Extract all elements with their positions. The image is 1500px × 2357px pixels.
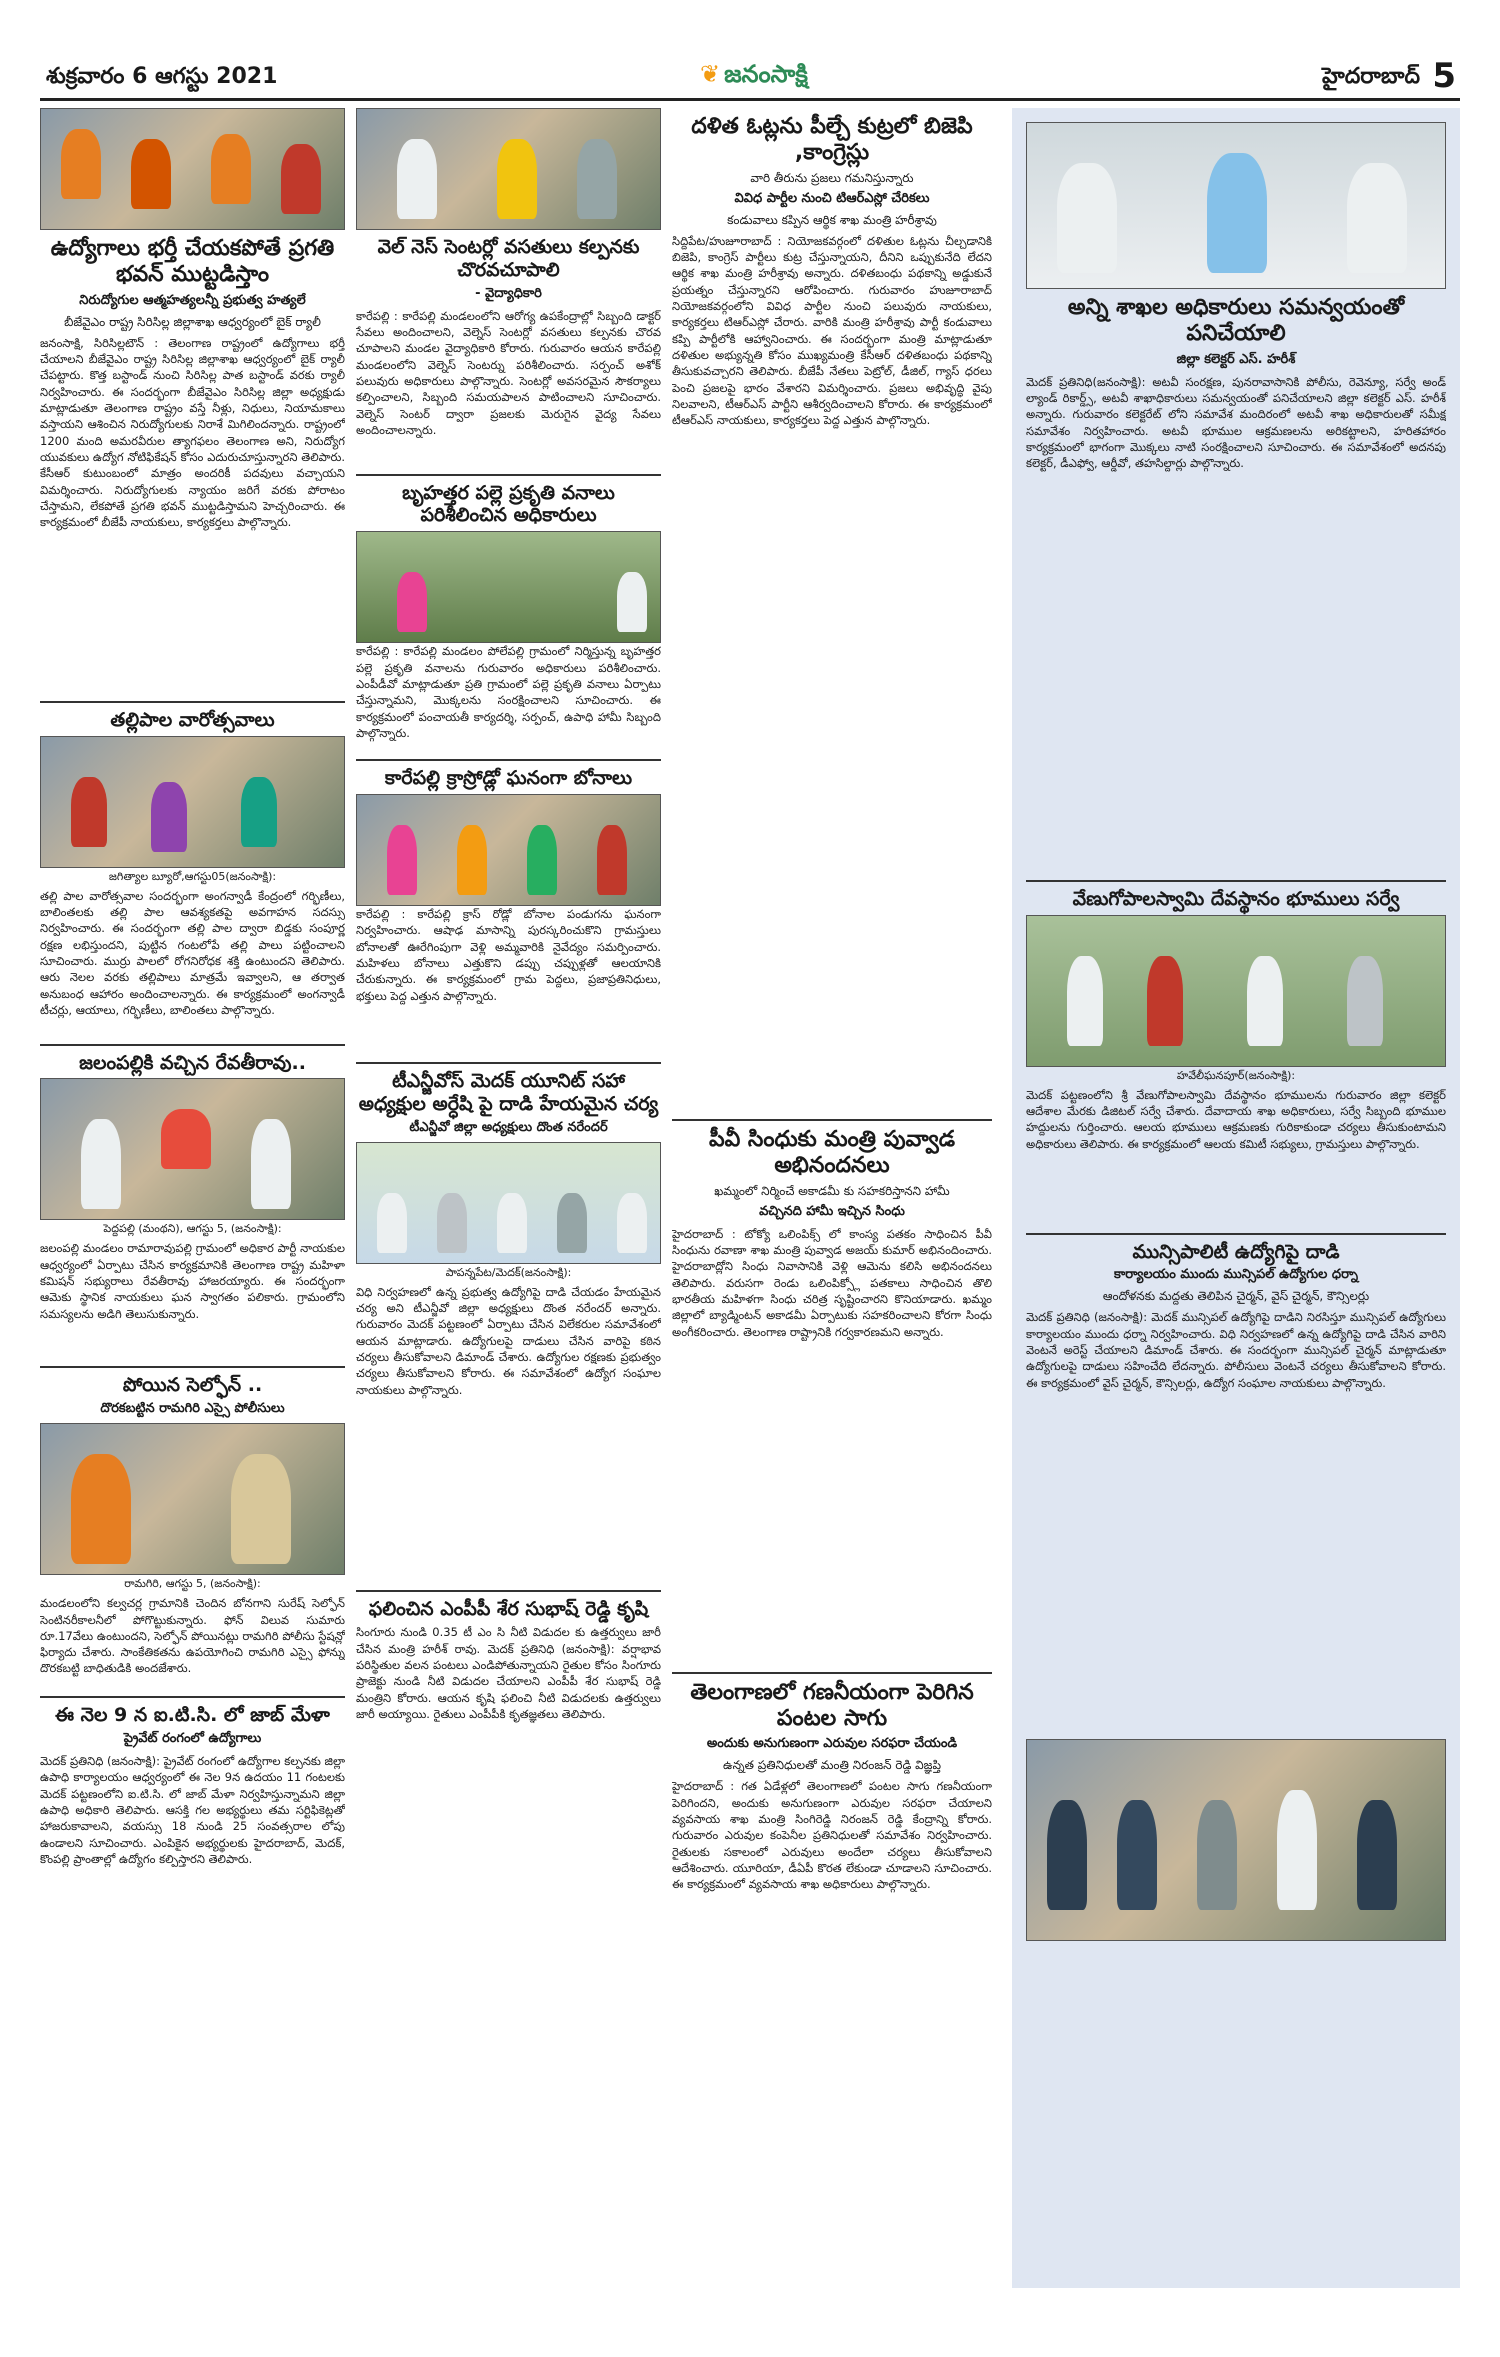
article-headline: ఉద్యోగాలు భర్తీ చేయకపోతే ప్రగతి భవన్ ముట్టడిస్తాం: [50, 236, 335, 288]
masthead-logo: [700, 60, 808, 94]
page-header: [40, 58, 1460, 101]
article-headline: దళిత ఓట్లను పీల్చే కుట్రలో బిజెపి ,కాంగ్రెస్లు: [691, 114, 973, 166]
article-headline: ఈ నెల 9 న ఐ.టి.సి. లో జాబ్ మేళా: [55, 1704, 330, 1727]
article-body: మెదక్ ప్రతినిధి (జనంసాక్షి): ప్రైవేట్ రంగంలో ఉద్యోగాల కల్పనకు జిల్లా ఉపాధి కార్యాలయం ఆధ్వర్యంలో ఈ నెల 9న ఉదయం 11 గంటలకు మెదక్ పట్టణంలోని ఐ.టి.సి. లో జాబ్ మేళా నిర్వహిస్తున్నామని జిల్లా ఉపాధి అధికారి తెలిపారు. ఆసక్తి గల అభ్యర్థులు తమ సర్టిఫికెట్లతో హాజరుకావాలని, వయస్సు 18 నుండి 25 సంవత్సరాల లోపు ఉండాలని సూచించారు. ఎంపికైన అభ్యర్థులకు హైదరాబాద్, మెదక్, కొంపల్లి ప్రాంతాల్లో ఉద్యోగం కల్పిస్తారని తెలిపారు.: [40, 1753, 345, 1866]
article-body: కారేపల్లి : కారేపల్లి మండలంలోని ఆరోగ్య ఉపకేంద్రాల్లో సిబ్బంది డాక్టర్ సేవలు అందించాలని, వెల్నెస్ సెంటర్లో వసతులు కల్పనకు చొరవ చూపాలని మండల వైద్యాధికారి కోరారు. గురువారం ఆయన కారేపల్లి మండలంలోని వెల్నెస్ సెంటర్ను పరిశీలించారు. సర్పంచ్ అశోక్ పలువురు అధికారులు పాల్గొన్నారు. సెంటర్లో అవసరమైన సౌకర్యాలు కల్పించాలని, సిబ్బంది సమయపాలన పాటించాలని సూచించారు. వెల్నెస్ సెంటర్ ద్వారా ప్రజలకు మెరుగైన వైద్య సేవలు అందించాలన్నారు.: [356, 308, 661, 437]
article-subheadline: ప్రైవేట్ రంగంలో ఉద్యోగాలు: [123, 1730, 262, 1746]
article-body: హైదరాబాద్ : గత ఏడేళ్లలో తెలంగాణలో పంటల సాగు గణనీయంగా పెరిగిందని, అందుకు అనుగుణంగా ఎరువుల సరఫరా చేయాలని వ్యవసాయ శాఖ మంత్రి సింగిరెడ్డి నిరంజన్ రెడ్డి కేంద్రాన్ని కోరారు. గురువారం ఎరువుల కంపెనీల ప్రతినిధులతో సమావేశం నిర్వహించారు. రైతులకు సకాలంలో ఎరువులు అందేలా చర్యలు తీసుకోవాలని ఆదేశించారు. యూరియా, డీఏపీ కొరత లేకుండా చూడాలని సూచించారు. ఈ కార్యక్రమంలో వ్యవసాయ శాఖ అధికారులు పాల్గొన్నారు.: [672, 1779, 992, 1892]
page-number: 5: [1432, 56, 1456, 96]
event-photo: [40, 736, 345, 868]
article-headline: ఫలించిన ఎంపీపీ శేర సుభాష్ రెడ్డి కృషి: [368, 1597, 649, 1620]
nature-park-photo: [356, 531, 661, 643]
divider: [356, 1590, 661, 1592]
meeting-photo: [1026, 122, 1446, 289]
article-headline: వెల్ నెస్ సెంటర్లో వసతులు కల్పనకు చొరవచూపాలి: [377, 236, 640, 281]
article-subheadline: నిరుద్యోగుల ఆత్మహత్యలన్నీ ప్రభుత్వ హత్యలే: [79, 292, 306, 308]
leaf-icon: ❦: [700, 60, 721, 88]
press-meet-photo: [356, 1142, 661, 1264]
article-headline: పీవీ సింధుకు మంత్రి పువ్వాడ అభినందనలు: [708, 1126, 956, 1179]
article-body: విధి నిర్వహణలో ఉన్న ప్రభుత్వ ఉద్యోగిపై దాడి చేయడం హేయమైన చర్య అని టీఎన్జీవో జిల్లా అధ్యక్షులు దొంత నరేందర్ అన్నారు. గురువారం మెదక్ పట్టణంలో ఏర్పాటు చేసిన విలేకరుల సమావేశంలో ఆయన మాట్లాడారు. ఉద్యోగులపై దాడులు చేసిన వారిపై కఠిన చర్యలు తీసుకోవాలని డిమాండ్ చేశారు. ఉద్యోగుల రక్షణకు ప్రభుత్వం చర్యలు తీసుకోవాలని కోరారు. ఈ సమావేశంలో ఉద్యోగ సంఘాల నాయకులు పాల్గొన్నారు.: [356, 1284, 661, 1397]
article-subheadline: జిల్లా కలెక్టర్ ఎస్. హరీశ్: [1176, 351, 1296, 367]
article-body: సిద్దిపేట/హుజూరాబాద్ : నియోజకవర్గంలో దళితుల ఓట్లను చీల్చడానికి బిజెపి, కాంగ్రెస్ పార్టీలు కుట్ర చేస్తున్నాయని, దీనిని ఒప్పుకునేది లేదని ఆర్థిక శాఖ మంత్రి హరీశ్రావు అన్నారు. దళితబంధు పథకాన్ని అడ్డుకునే ప్రయత్నం చేస్తున్నారని ఆరోపించారు. గురువారం హుజూరాబాద్ నియోజకవర్గంలోని వివిధ పార్టీల నుంచి పలువురు నాయకులు, కార్యకర్తలు టిఆర్ఎస్లో చేరారు. వారికి మంత్రి హరీశ్రావు పార్టీ కండువాలు కప్పి పార్టీలోకి ఆహ్వానించారు. ఈ సందర్భంగా మంత్రి మాట్లాడుతూ దళితుల అభ్యున్నతి కోసం ముఖ్యమంత్రి కేసీఆర్ దళితబంధు పథకాన్ని తీసుకువచ్చారని తెలిపారు. బీజేపీ నేతలు పెట్రోల్, డీజిల్, గ్యాస్ ధరలు పెంచి ప్రజలపై భారం వేశారని విమర్శించారు. ప్రజలు అభివృద్ధి వైపు నిలవాలని, టీఆర్ఎస్ పార్టీని ఆశీర్వదించాలని కోరారు. ఈ కార్యక్రమంలో టీఆర్ఎస్ నాయకులు, కార్యకర్తలు పెద్ద ఎత్తున పాల్గొన్నారు.: [672, 233, 992, 428]
divider: [356, 1062, 661, 1064]
protest-photo: [1026, 1739, 1446, 1941]
article-body: మండలంలోని కల్వచర్ల గ్రామానికి చెందిన బోనగాని సురేష్ సెల్ఫోన్ సెంటినరీకాలనీలో పోగొట్టుకున్నారు. ఫోన్ విలువ సుమారు రూ.17వేలు ఉంటుందని, సెల్ఫోన్ పోయినట్లు రామగిరి పోలీసు స్టేషన్లో ఫిర్యాదు చేశారు. సాంకేతికతను ఉపయోగించి రామగిరి ఎస్సై ఫోన్ను దొరకబట్టి బాధితుడికి అందజేశారు.: [40, 1596, 345, 1676]
article-headline: తల్లిపాల వారోత్సవాలు: [110, 708, 275, 731]
divider: [1026, 1233, 1446, 1235]
divider: [40, 1044, 345, 1046]
column-3: [672, 108, 992, 2098]
article-kicker: బీజేవైఎం రాష్ట్ర సిరిసిల్ల జిల్లాశాఖ ఆధ్వర్యంలో బైక్ ర్యాలీ: [64, 314, 321, 329]
divider: [672, 1119, 992, 1121]
article-subheadline: కార్యాలయం ముందు మున్సిపల్ ఉద్యోగుల ధర్నా: [1113, 1267, 1359, 1283]
article-subheadline: టీఎన్జీవో జిల్లా అధ్యక్షులు దొంత నరేందర్: [409, 1119, 608, 1135]
photo-caption: పెద్దపల్లి (మంథని), ఆగస్టు 5, (జనంసాక్షి):: [103, 1222, 282, 1236]
article-body: మెదక్ పట్టణంలోని శ్రీ వేణుగోపాలస్వామి దేవస్థానం భూములను గురువారం జిల్లా కలెక్టర్ ఆదేశాల మేరకు డిజిటల్ సర్వే చేశారు. దేవాదాయ శాఖ అధికారులు, సర్వే సిబ్బంది భూముల హద్దులను గుర్తించారు. ఆలయ భూములు ఆక్రమణకు గురికాకుండా చర్యలు తీసుకుంటామని అధికారులు తెలిపారు. ఈ కార్యక్రమంలో ఆలయ కమిటీ సభ్యులు, గ్రామస్తులు పాల్గొన్నారు.: [1026, 1087, 1446, 1151]
article-body: కారేపల్లి : కారేపల్లి క్రాస్ రోడ్లో బోనాల పండుగను ఘనంగా నిర్వహించారు. ఆషాఢ మాసాన్ని పురస్కరించుకొని గ్రామస్తులు బోనాలతో ఊరేగింపుగా వెళ్లి అమ్మవారికి నైవేద్యం సమర్పించారు. మహిళలు బోనాలు ఎత్తుకొని డప్పు చప్పుళ్లతో ఆలయానికి చేరుకున్నారు. ఈ కార్యక్రమంలో గ్రామ పెద్దలు, ప్రజాప్రతినిధులు, భక్తులు పెద్ద ఎత్తున పాల్గొన్నారు.: [356, 906, 661, 1003]
article-headline: బృహత్తర పల్లె ప్రకృతి వనాలు పరిశీలించిన అధికారులు: [402, 481, 615, 527]
divider: [40, 701, 345, 703]
article-headline: జలంపల్లికి వచ్చిన రేవతీరావు..: [79, 1051, 306, 1074]
article-body: మెదక్ ప్రతినిధి (జనంసాక్షి): మెదక్ మున్సిపల్ ఉద్యోగిపై దాడిని నిరసిస్తూ మున్సిపల్ ఉద్యోగులు కార్యాలయం ముందు ధర్నా నిర్వహించారు. విధి నిర్వహణలో ఉన్న ఉద్యోగిపై దాడి చేసిన వారిని వెంటనే అరెస్ట్ చేయాలని డిమాండ్ చేశారు. ఈ సందర్భంగా మున్సిపల్ చైర్మన్ మాట్లాడుతూ ఉద్యోగులపై దాడులు సహించేది లేదన్నారు. పోలీసులు వెంటనే చర్యలు తీసుకోవాలని కోరారు. ఈ కార్యక్రమంలో వైస్ చైర్మన్, కౌన్సిలర్లు, ఉద్యోగ సంఘాల నాయకులు పాల్గొన్నారు.: [1026, 1310, 1446, 1390]
article-subheadline: వివిధ పార్టీల నుంచి టిఆర్ఎస్లో చేరికలు: [734, 190, 930, 206]
article-kicker: వారి తీరును ప్రజలు గమనిస్తున్నారు: [750, 170, 914, 185]
article-headline: పోయిన సెల్ఫోన్ ..: [122, 1374, 263, 1397]
divider: [356, 474, 661, 476]
column-2: [356, 108, 661, 1884]
article-subheadline: అందుకు అనుగుణంగా ఎరువుల సరఫరా చేయండి: [706, 1736, 958, 1752]
photo-caption: పాపన్నపేట/మెదక్(జనంసాక్షి):: [445, 1265, 572, 1279]
column-4-panel: [1012, 108, 1460, 2288]
photo-caption: హవేలీఘనపూర్(జనంసాక్షి):: [1176, 1068, 1296, 1082]
article-headline: అన్ని శాఖల అధికారులు సమన్వయంతో పనిచేయాలి: [1067, 295, 1405, 347]
article-kicker: కండువాలు కప్పిన ఆర్థిక శాఖ మంత్రి హరీశ్రావు: [727, 212, 937, 227]
article-subheadline: దొరకబట్టిన రామగిరి ఎస్సై పోలీసులు: [100, 1401, 285, 1417]
article-body: సింగూరు నుండి 0.35 టీ ఎం సి నీటి విడుదల కు ఉత్తర్వులు జారీ చేసిన మంత్రి హరీశ్ రావు. మెదక్ ప్రతినిధి (జనంసాక్షి): వర్షాభావ పరిస్థితుల వలన పంటలు ఎండిపోతున్నాయని రైతుల కోసం సింగూరు ప్రాజెక్టు నుండి నీటి విడుదల చేయాలని ఎంపీపీ శేర సుభాష్ రెడ్డి మంత్రిని కోరారు. ఆయన కృషి ఫలించి నీటి విడుదలకు ఉత్తర్వులు జారీ అయ్యాయి. రైతులు ఎంపీపీకి కృతజ్ఞతలు తెలిపారు.: [356, 1625, 661, 1722]
bonalu-photo: [356, 794, 661, 906]
event-photo: [40, 1078, 345, 1220]
article-headline: కారేపల్లి క్రాస్రోడ్లో ఘనంగా బోనాలు: [384, 767, 633, 790]
rally-photo: [40, 108, 345, 230]
divider: [40, 1696, 345, 1698]
article-body: హైదరాబాద్ : టోక్యో ఒలింపిక్స్ లో కాంస్య పతకం సాధించిన పీవీ సింధును రవాణా శాఖ మంత్రి పువ్వాడ అజయ్ కుమార్ అభినందించారు. హైదరాబాద్లోని సింధు నివాసానికి వెళ్లి ఆమెను కలిసి అభినందనలు తెలిపారు. వరుసగా రెండు ఒలింపిక్స్లో పతకాలు సాధించిన తొలి భారతీయ మహిళగా సింధు చరిత్ర సృష్టించారని కొనియాడారు. ఖమ్మం జిల్లాలో బ్యాడ్మింటన్ అకాడమీ ఏర్పాటుకు సహకరించాలని కోరగా సింధు అంగీకరించారు. తెలంగాణ రాష్ట్రానికి గర్వకారణమని అన్నారు.: [672, 1226, 992, 1339]
column-1: [40, 108, 345, 1928]
article-headline: వేణుగోపాలస్వామి దేవస్థానం భూములు సర్వే: [1072, 887, 1400, 910]
article-kicker: ఖమ్మంలో నిర్మించే అకాడమీ కు సహకరిస్తానని హామీ: [714, 1183, 950, 1198]
issue-date: శుక్రవారం 6 ఆగస్టు 2021: [46, 64, 278, 89]
article-body: జనంసాక్షి, సిరిసిల్లటౌన్ : తెలంగాణ రాష్ట్రంలో ఉద్యోగాలు భర్తీ చేయాలని బీజేవైఎం రాష్ట్ర సిరిసిల్ల జిల్లాశాఖ ఆధ్వర్యంలో బైక్ ర్యాలీ చేపట్టారు. కొత్త బస్టాండ్ నుంచి సిరిసిల్ల పాత బస్టాండ్ వరకు ర్యాలీ నిర్వహించారు. ఈ సందర్భంగా బీజేవైఎం సిరిసిల్ల జిల్లా అధ్యక్షుడు మాట్లాడుతూ తెలంగాణ రాష్ట్రం వస్తే నీళ్లు, నిధులు, నియామకాలు వస్తాయని ఆశించిన నిరుద్యోగులకు నిరాశే మిగిలిందన్నారు. రాష్ట్రంలో 1200 మంది అమరవీరుల త్యాగఫలం తెలంగాణ అని, నిరుద్యోగ యువకులు ఉద్యోగ నోటిఫికేషన్ కోసం ఎదురుచూస్తున్నారని తెలిపారు. కేసీఆర్ కుటుంబంలో మాత్రం అందరికీ పదవులు వచ్చాయని విమర్శించారు. నిరుద్యోగులకు న్యాయం జరిగే వరకు పోరాటం చేస్తామని, లేకపోతే ప్రగతి భవన్ ముట్టడిస్తామని హెచ్చరించారు. ఈ కార్యక్రమంలో బీజేపీ నాయకులు, కార్యకర్తలు పాల్గొన్నారు.: [40, 335, 345, 530]
article-body: మెదక్ ప్రతినిధి(జనంసాక్షి): అటవీ సంరక్షణ, పునరావాసానికి పోలీసు, రెవెన్యూ, సర్వే అండ్ ల్యాండ్ రికార్డ్స్, అటవీ శాఖాధికారులు సమన్వయంతో పనిచేయాలని జిల్లా కలెక్టర్ ఎస్. హరీశ్ అన్నారు. గురువారం కలెక్టరేట్ లోని సమావేశ మందిరంలో అటవీ శాఖ అధికారులతో సమీక్ష సమావేశం నిర్వహించారు. అటవీ భూముల ఆక్రమణలను అరికట్టాలని, హరితహారం కార్యక్రమంలో భాగంగా మొక్కలు నాటి సంరక్షించాలని సూచించారు. ఈ సమావేశంలో అదనపు కలెక్టర్, డీఎఫ్వో, ఆర్డీవో, తహసిల్దార్లు పాల్గొన్నారు.: [1026, 374, 1446, 471]
article-headline: టీఎన్జీవోస్ మెదక్ యూనిట్ సహా అధ్యక్షుల అర్ధేషి పై దాడి హేయమైన చర్య: [358, 1069, 659, 1115]
article-headline: మున్సిపాలిటీ ఉద్యోగిపై దాడి: [1132, 1240, 1340, 1263]
article-body: జలంపల్లి మండలం రామారావుపల్లి గ్రామంలో అధికార పార్టీ నాయకుల ఆధ్వర్యంలో ఏర్పాటు చేసిన కార్యక్రమానికి తెలంగాణ రాష్ట్ర మహిళా కమిషన్ సభ్యురాలు రేవతీరావు హాజరయ్యారు. ఈ సందర్భంగా ఆమెకు స్థానిక నాయకులు ఘన స్వాగతం పలికారు. గ్రామంలోని సమస్యలను అడిగి తెలుసుకున్నారు.: [40, 1241, 345, 1321]
article-subheadline: వచ్చినది హామీ ఇచ్చిన సింధు: [759, 1203, 905, 1219]
wellness-centre-photo: [356, 108, 661, 230]
divider: [1026, 880, 1446, 882]
divider: [672, 1672, 992, 1674]
article-headline: తెలంగాణలో గణనీయంగా పెరిగిన పంటల సాగు: [690, 1679, 974, 1731]
masthead-logo-text: జనంసాక్షి: [724, 60, 808, 88]
photo-caption: జగిత్యాల బ్యూరో,ఆగస్టు05(జనంసాక్షి):: [108, 869, 277, 883]
divider: [40, 1366, 345, 1368]
divider: [356, 759, 661, 761]
land-survey-photo: [1026, 915, 1446, 1067]
photo-caption: రామగిరి, ఆగస్టు 5, (జనంసాక్షి):: [124, 1577, 261, 1591]
edition-city: హైదరాబాద్: [1322, 64, 1420, 89]
article-kicker: ఉన్నత ప్రతినిధులతో మంత్రి నిరంజన్ రెడ్డి విజ్ఞప్తి: [723, 1758, 941, 1773]
article-subheadline: - వైద్యాధికారి: [475, 285, 542, 301]
article-kicker: ఆందోళనకు మద్దతు తెలిపిన చైర్మన్, వైస్ చైర్మన్, కౌన్సిలర్లు: [1102, 1289, 1370, 1304]
article-body: తల్లి పాల వారోత్సవాల సందర్భంగా అంగన్వాడీ కేంద్రంలో గర్భిణీలు, బాలింతలకు తల్లి పాల ఆవశ్యకతపై అవగాహన సదస్సు నిర్వహించారు. ఈ సందర్భంగా తల్లి పాల ద్వారా బిడ్డకు సంపూర్ణ రక్షణ లభిస్తుందని, పుట్టిన గంటలోపే తల్లి పాలు పట్టించాలని సూచించారు. ముర్రు పాలలో రోగనిరోధక శక్తి ఉంటుందని తెలిపారు. ఆరు నెలల వరకు తల్లిపాలు మాత్రమే ఇవ్వాలని, ఆ తర్వాత అనుబంధ ఆహారం అందించాలన్నారు. ఈ కార్యక్రమంలో అంగన్వాడీ టీచర్లు, ఆయాలు, గర్భిణీలు, బాలింతలు పాల్గొన్నారు.: [40, 888, 345, 1017]
article-body: కారేపల్లి : కారేపల్లి మండలం పోలేపల్లి గ్రామంలో నిర్మిస్తున్న బృహత్తర పల్లె ప్రకృతి వనాలను గురువారం అధికారులు పరిశీలించారు. ఎంపీడీవో మాట్లాడుతూ ప్రతి గ్రామంలో పల్లె ప్రకృతి వనాలు ఏర్పాటు చేస్తున్నామని, మొక్కలను సంరక్షించాలని సూచించారు. ఈ కార్యక్రమంలో పంచాయతీ కార్యదర్శి, సర్పంచ్, ఉపాధి హామీ సిబ్బంది పాల్గొన్నారు.: [356, 644, 661, 740]
police-photo: [40, 1423, 345, 1575]
